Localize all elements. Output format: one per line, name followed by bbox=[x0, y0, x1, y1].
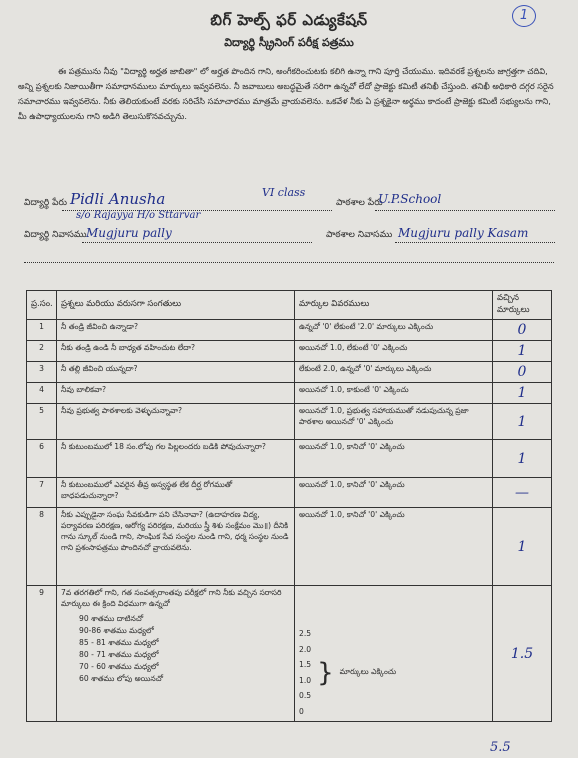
row-details: అయినచో 1.0, లేకుంటే '0' ఎక్కించు bbox=[295, 341, 493, 362]
table-row bbox=[27, 383, 552, 404]
school-line bbox=[375, 210, 555, 211]
grade-item: 80 - 71 శాతము మధ్యలో bbox=[79, 650, 159, 659]
row-number: 6 bbox=[27, 440, 57, 478]
scale-value: 2.0 bbox=[299, 644, 312, 654]
row-mark: 0 bbox=[493, 320, 552, 341]
scale-value: 2.5 bbox=[299, 629, 312, 638]
row-details: ఉన్నచో '0' లేకుంటే '2.0' మార్కులు ఎక్కించు bbox=[295, 320, 493, 341]
row-question: నీవు బాలికవా? bbox=[57, 383, 295, 404]
row-question: నీ కుటుంబములో 18 సం.లోపు గల పిల్లలందరు బడికి పోవుచున్నారా? bbox=[57, 440, 295, 478]
row-question: నీకు ఎప్పుడైనా సంఘ సేవకుడిగా పని చేసినావా? (ఉదాహరణ విద్య, పర్యావరణ పరిరక్షణ, ఆరోగ్య పరిరక్షణ, మరియు స్త్రీ శిశు సంక్షేమం మొ॥) దీనికి గాను స్కూల్ నుండి గాని, సాంఘిక సేవ సంస్థల నుండి గాని, ధర్మ సంస్థల నుండి గాని ప్రశంసాపత్రము పొందినచో వ్రాయవలెను. bbox=[57, 508, 295, 586]
row-mark: 1 bbox=[493, 508, 552, 586]
row-question: నీ తండ్రి జీవించి ఉన్నాడా? bbox=[57, 320, 295, 341]
row-details-cell bbox=[295, 586, 493, 722]
school-village-value: Mugjuru pally Kasam bbox=[398, 226, 529, 240]
table-row bbox=[27, 320, 552, 341]
scale-value: 0.5 bbox=[299, 691, 312, 700]
class-value: VI class bbox=[262, 186, 306, 199]
row-question: నీవు ప్రభుత్వ పాఠశాలకు వెళ్ళుచున్నావా? bbox=[57, 404, 295, 440]
row-question-cell bbox=[57, 586, 295, 722]
total-mark: 5.5 bbox=[490, 740, 511, 755]
row-number: 1 bbox=[27, 320, 57, 341]
row-mark: 1 bbox=[493, 341, 552, 362]
row-mark: 1 bbox=[493, 404, 552, 440]
header-details: మార్కుల వివరములు bbox=[295, 291, 493, 320]
table-row bbox=[27, 440, 552, 478]
header-marks: వచ్చిన మార్కులు bbox=[493, 291, 552, 320]
page-number: 1 bbox=[512, 5, 536, 27]
student-name-label: విద్యార్థి పేరు bbox=[24, 198, 67, 208]
table-row bbox=[27, 362, 552, 383]
table-row bbox=[27, 341, 552, 362]
grade-item: 90-86 శాతము మధ్యలో bbox=[79, 626, 154, 635]
row-question: నీ తల్లి జీవించి యున్నదా? bbox=[57, 362, 295, 383]
row-mark: 1 bbox=[493, 383, 552, 404]
row-details: అయినచో 1.0, ప్రభుత్వ సహాయముతో నడుపుచున్న ప్రజా పాఠశాల అయినచో '0' ఎక్కించు bbox=[295, 404, 493, 440]
row-question: 7వ తరగతిలో గాని, గత సంవత్సరాంతపు పరీక్షలో గాని నీకు వచ్చిన సరాసరి మార్కులు ఈ క్రింది విధముగా ఉన్నచో bbox=[61, 588, 282, 608]
table-row bbox=[27, 586, 552, 722]
row-details: అయినచో 1.0, కానిచో '0' ఎక్కించు bbox=[295, 478, 493, 508]
school-village-label: పాఠశాల నివాసము bbox=[326, 230, 393, 240]
header-question: ప్రశ్నలు మరియు వరుసగా సంగతులు bbox=[57, 291, 295, 320]
scale-value: 1.5 bbox=[299, 660, 312, 669]
row-number: 3 bbox=[27, 362, 57, 383]
form-subtitle: విద్యార్థి స్క్రీనింగ్ పరీక్ష పత్రము bbox=[224, 36, 354, 49]
row-number: 7 bbox=[27, 478, 57, 508]
row-number: 4 bbox=[27, 383, 57, 404]
village-label: విద్యార్థి నివాసము bbox=[24, 230, 87, 240]
row-mark: 1.5 bbox=[493, 586, 552, 722]
school-value: U.P.School bbox=[378, 192, 442, 206]
row-details: అయినచో 1.0, కానిచో '0' ఎక్కించు bbox=[295, 508, 493, 586]
scale-list bbox=[299, 626, 311, 719]
row-mark: 1 bbox=[493, 440, 552, 478]
village-value: Mugjuru pally bbox=[86, 226, 172, 240]
school-label: పాఠశాల పేరు bbox=[336, 198, 383, 208]
brace-icon: } bbox=[317, 657, 334, 688]
scale-value: 1.0 bbox=[299, 675, 312, 685]
row-details: మార్కులు ఎక్కించు bbox=[339, 667, 397, 676]
table-header-row bbox=[27, 291, 552, 320]
row-details: అయినచో 1.0, కానిచో '0' ఎక్కించు bbox=[295, 440, 493, 478]
form-title: బిగ్ హెల్ప్ ఫర్ ఎడ్యుకేషన్ bbox=[210, 11, 368, 29]
header-serial: ప్ర.సం. bbox=[27, 291, 57, 320]
row-number: 9 bbox=[27, 586, 57, 722]
table-row bbox=[27, 404, 552, 440]
criteria-table bbox=[26, 290, 552, 722]
student-name-value: Pidli Anusha bbox=[70, 190, 166, 208]
blank-line bbox=[24, 262, 554, 263]
scale-value: 0 bbox=[299, 706, 304, 716]
row-number: 5 bbox=[27, 404, 57, 440]
grade-item: 60 శాతము లోపు అయినచో bbox=[79, 674, 164, 683]
village-line bbox=[82, 242, 312, 243]
row-question: నీ కుటుంబములో ఎవరైన తీవ్ర అస్వస్థత లేక దీర్ఘ రోగముతో బాధపడుచున్నారా? bbox=[57, 478, 295, 508]
row-details: అయినచో 1.0, కాకుంటే '0' ఎక్కించు bbox=[295, 383, 493, 404]
table-row bbox=[27, 478, 552, 508]
row-mark: 0 bbox=[493, 362, 552, 383]
grade-list bbox=[61, 613, 290, 685]
row-mark: — bbox=[493, 478, 552, 508]
table-row bbox=[27, 508, 552, 586]
grade-item: 85 - 81 శాతము మధ్యలో bbox=[79, 638, 159, 647]
row-number: 2 bbox=[27, 341, 57, 362]
row-question: నీకు తండ్రి ఉండి నీ బాధ్యత వహించుట లేదా? bbox=[57, 341, 295, 362]
school-village-line bbox=[395, 242, 555, 243]
row-number: 8 bbox=[27, 508, 57, 586]
row-details: లేకుంటే 2.0, ఉన్నచో '0' మార్కులు ఎక్కించు bbox=[295, 362, 493, 383]
parent-value: s/o Rajayya H/o Sttarvar bbox=[76, 210, 201, 221]
grade-item: 90 శాతము దాటినచో bbox=[79, 614, 144, 623]
grade-item: 70 - 60 శాతము మధ్యలో bbox=[79, 662, 159, 671]
instructions-paragraph: ఈ పత్రమును నీవు "విద్యార్థి అర్హత జాబితా" లో అర్హత పొందిన గాని, అంగీకరించుటకు కలిగి ఉన్నా గాని పూర్తి చేయుము. ఇదివరకే ప్రశ్నలను జాగ్రత్తగా చదివి, అన్ని ప్రశ్నలకు నిజాయితీగా సమాధానములు మార్కులు ఇవ్వవలెను. నీ జవాబులు అబద్ధమైతే సరిగా ఉన్నవో లేదో ప్రాజెక్టు కమిటీ తనిఖీ చేస్తుంది. తనిఖీ అధికారి దగ్గర సరైన సమాచారము ఇవ్వవలెను. నీకు తెలియకుంటే వరకు సరిచేసి సమాచారము మాత్రమే వ్రాయవలెను. ఒకవేళ నీకు ఏ ప్రశ్నకైనా అర్థము కాదంటే ప్రాజెక్టు కమిటీ సభ్యులను గాని, మీ ఉపాధ్యాయులను గాని అడిగి తెలుసుకొనవచ్చును. bbox=[18, 66, 554, 121]
